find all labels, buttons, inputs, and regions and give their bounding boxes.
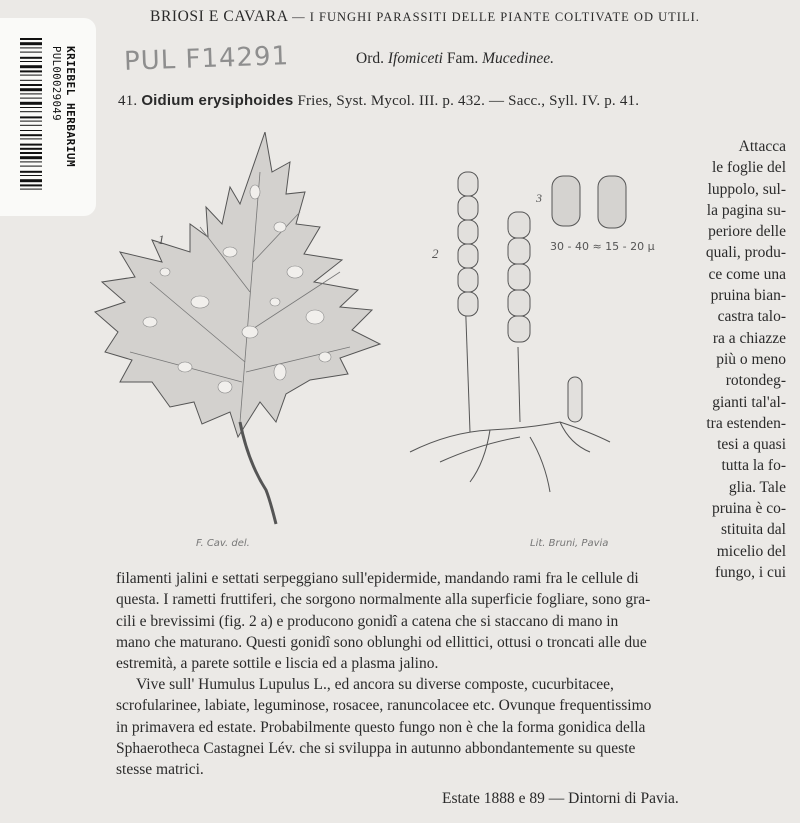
side-line: stituita dal xyxy=(720,521,786,539)
barcode-bar xyxy=(20,93,42,94)
barcode-bar xyxy=(20,65,42,68)
side-line: Attacca xyxy=(738,138,786,155)
barcode-bar xyxy=(20,52,42,53)
text-line: questa. I rametti fruttiferi, che sorgono normalmente alla superficie fogliare, sono gra- xyxy=(116,591,651,609)
text-line: stesse matrici. xyxy=(116,761,204,779)
text-line: in primavera ed estate. Probabilmente questo fungo non è che la forma gonidica della xyxy=(116,718,646,736)
barcode-bar xyxy=(20,125,42,126)
side-line: ce come una xyxy=(708,265,786,283)
side-line: periore delle xyxy=(708,223,786,241)
barcode-bar xyxy=(20,166,42,167)
conidia-measure: 30 - 40 ≈ 15 - 20 μ xyxy=(550,240,655,253)
text-line: Sphaerotheca Castagnei Lév. che si sviluppa in autunno abbondantemente su queste xyxy=(116,739,636,757)
credit-lithographer: Lit. Bruni, Pavia xyxy=(530,538,609,549)
order-name: Ifomiceti xyxy=(387,50,443,67)
illustration-plate xyxy=(90,132,680,562)
barcode-bar xyxy=(20,152,42,154)
description-paragraph xyxy=(116,568,650,674)
side-line: rotondeg- xyxy=(725,372,786,390)
barcode-bar xyxy=(20,84,42,86)
side-line: glia. Tale xyxy=(728,478,786,496)
side-line: luppolo, sul- xyxy=(707,180,786,198)
hyphae-illustration xyxy=(410,172,610,492)
taxonomic-order xyxy=(356,50,554,68)
barcode-bar xyxy=(20,175,42,176)
barcode-bar xyxy=(20,42,42,45)
conidia-illustration xyxy=(552,176,626,228)
barcode-bar xyxy=(20,47,42,48)
side-line: la pagina su- xyxy=(706,201,786,219)
barcode-bar xyxy=(20,70,42,72)
text-line: mano che maturano. Questi gonidî sono oblunghi od ellittici, ottusi o troncati alle due xyxy=(116,633,647,651)
side-line: ra a chiazze xyxy=(712,329,786,347)
barcode-bar xyxy=(20,134,42,136)
barcode-bar xyxy=(20,98,42,99)
text-line: estremità, a parete sottile e liscia ed a plasma jalino. xyxy=(116,655,439,673)
barcode-bar xyxy=(20,80,42,81)
credit-artist: F. Cav. del. xyxy=(196,538,250,549)
barcode-bar xyxy=(20,144,42,146)
side-line: tesi a quasi xyxy=(717,436,786,454)
barcode-bar xyxy=(20,57,42,59)
barcode-bar xyxy=(20,148,42,150)
barcode-bar xyxy=(20,88,42,91)
side-line: tutta la fo- xyxy=(721,457,786,475)
barcode-bar xyxy=(20,107,42,108)
barcode-bar xyxy=(20,179,42,182)
barcode-bar xyxy=(20,189,42,190)
side-line: pruina bian- xyxy=(710,287,786,305)
leaf-illustration xyxy=(95,132,380,524)
barcode-bar xyxy=(20,111,42,112)
text-line: scrofularinee, labiate, leguminose, rosacee, ranuncolacee etc. Ovunque frequentissimo xyxy=(116,697,652,715)
handwritten-accession: PUL F14291 xyxy=(123,41,290,77)
side-line: castra talo- xyxy=(717,308,786,326)
collection-note: Estate 1888 e 89 — Dintorni di Pavia. xyxy=(442,790,679,807)
text-line: filamenti jalini e settati serpeggiano sull'epidermide, mandando rami fra le cellule di xyxy=(116,570,639,587)
barcode xyxy=(20,38,42,193)
species-citation: Fries, Syst. Mycol. III. p. 432. — Sacc., Syll. IV. p. 41. xyxy=(297,93,640,109)
family-name: Mucedinee. xyxy=(482,50,555,67)
book-header xyxy=(150,8,700,26)
order-label: Ord. xyxy=(356,50,384,67)
barcode-bar xyxy=(20,161,42,162)
text-line: cili e brevissimi (fig. 2 a) e producono gonidî a catena che si staccano di mano in xyxy=(116,612,619,630)
barcode-bar xyxy=(20,61,42,62)
side-line: quali, produ- xyxy=(705,244,786,262)
figure-label-3: 3 xyxy=(536,191,542,205)
species-name: Oidium erysiphoides xyxy=(141,92,294,109)
header-authors: BRIOSI E CAVARA xyxy=(150,8,288,25)
side-line: gianti tal'al- xyxy=(712,393,786,411)
barcode-bar xyxy=(20,116,42,118)
barcode-bar xyxy=(20,102,42,105)
barcode-bar xyxy=(20,121,42,122)
barcode-bar xyxy=(20,171,42,173)
barcode-bar xyxy=(20,138,42,139)
side-column-text xyxy=(706,136,786,583)
specimen-id: PUL00029049 xyxy=(50,46,62,122)
species-number: 41. xyxy=(118,93,138,109)
family-label: Fam. xyxy=(446,50,479,67)
side-line: le foglie del xyxy=(711,159,786,177)
barcode-bar xyxy=(20,75,42,76)
barcode-bar xyxy=(20,130,42,131)
text-line: Vive sull' Humulus Lupulus L., ed ancora su diverse composte, cucurbitacee, xyxy=(136,676,614,693)
header-title: — I FUNGHI PARASSITI DELLE PIANTE COLTIVATE OD UTILI. xyxy=(292,10,700,24)
species-heading xyxy=(118,92,639,110)
figure-label-1: 1 xyxy=(158,232,165,247)
side-line: fungo, i cui xyxy=(714,563,786,581)
habitat-paragraph xyxy=(116,674,651,780)
barcode-bar xyxy=(20,38,42,40)
side-line: pruina è co- xyxy=(711,500,786,518)
side-line: tra estenden- xyxy=(706,414,786,432)
herbarium-name: KRIEBEL HERBARIUM xyxy=(64,46,77,168)
side-line: più o meno xyxy=(716,350,786,368)
figure-label-2: 2 xyxy=(432,246,439,261)
barcode-bar xyxy=(20,156,42,159)
herbarium-label xyxy=(0,18,96,216)
barcode-bar xyxy=(20,184,42,186)
side-line: micelio del xyxy=(716,542,786,560)
